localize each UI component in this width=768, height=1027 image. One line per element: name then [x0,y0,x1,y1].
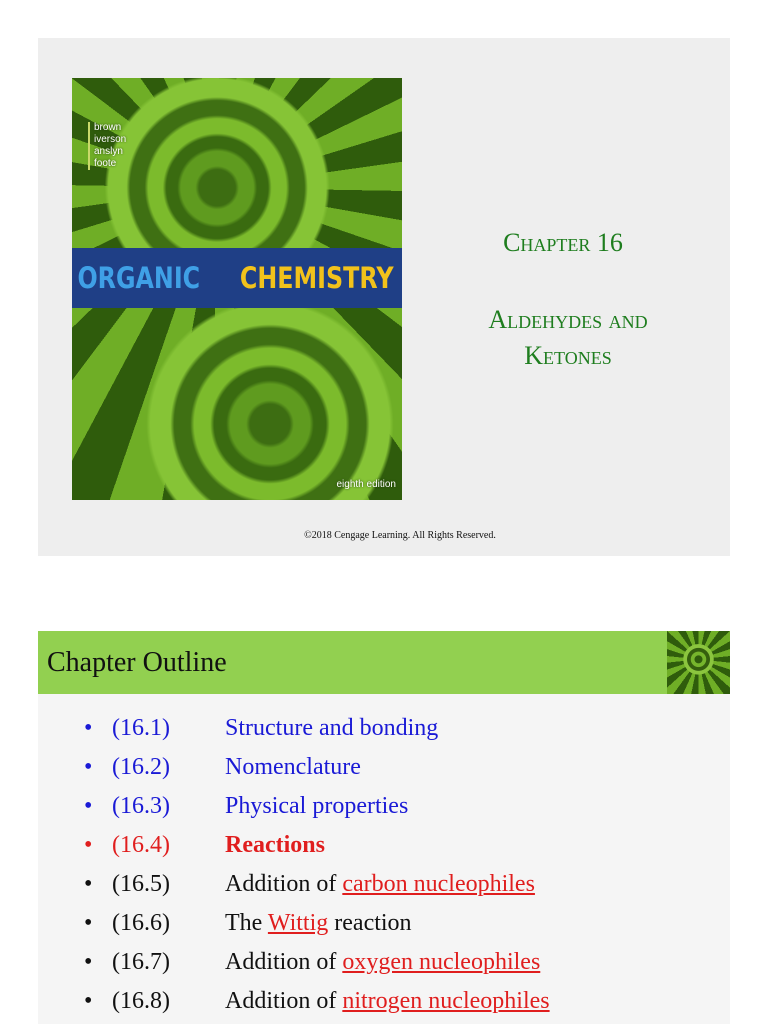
section-title-link[interactable]: Physical properties [225,793,409,819]
cover-edition: eighth edition [336,479,396,490]
section-keyword-link[interactable]: carbon nucleophiles [342,871,535,897]
chapter-number: Chapter 16 [503,228,623,257]
section-title-prefix: Addition of [225,949,343,975]
section-title-prefix: Addition of [225,871,343,897]
bullet: • [84,793,93,819]
cover-author: brown [94,122,122,133]
outline-header [38,631,730,694]
outline-item-16-7 [84,949,550,988]
cover-author: iverson [94,134,127,145]
bullet: • [84,715,93,741]
bullet: • [84,988,93,1014]
chapter-subtitle-line-1: Aldehydes and [488,305,648,334]
section-number: (16.6) [112,910,170,936]
copyright-notice: ©2018 Cengage Learning. All Rights Reserved. [304,530,496,541]
cover-title-word-1: ORGANIC [76,261,200,295]
section-title-suffix: reaction [328,910,412,936]
outline-title: Chapter Outline [47,647,227,678]
cover-title-word-2: CHEMISTRY [239,261,394,295]
outline-item-16-2 [84,754,550,793]
section-title [225,949,540,976]
outline-item-16-5 [84,871,550,910]
outline-slide [38,631,730,1024]
section-title-prefix: Addition of [225,988,343,1014]
section-title [225,871,535,898]
outline-item-16-4 [84,832,550,871]
bullet: • [84,832,93,858]
section-title-prefix: The [225,910,268,936]
section-title [225,910,412,937]
section-number: (16.5) [112,871,170,897]
cover-authors [88,122,126,170]
header-plant-image [667,631,730,694]
section-title-link[interactable]: Nomenclature [225,754,361,780]
outline-item-16-6 [84,910,550,949]
cover-title-band [72,248,402,308]
cover-author: anslyn [94,146,123,157]
bullet: • [84,910,93,936]
outline-item-16-1 [84,715,550,754]
section-number: (16.4) [112,832,170,858]
section-number: (16.8) [112,988,170,1014]
chapter-subtitle [438,302,698,374]
outline-list [84,715,550,1027]
section-keyword-link[interactable]: nitrogen nucleophiles [342,988,550,1014]
outline-item-16-8 [84,988,550,1027]
bullet: • [84,949,93,975]
section-number: (16.1) [112,715,170,741]
section-number: (16.3) [112,793,170,819]
outline-item-16-3 [84,793,550,832]
section-title [225,988,550,1015]
section-title-current: Reactions [225,832,325,858]
book-cover-image [72,78,402,500]
chapter-subtitle-line-2: Ketones [524,341,612,370]
cover-author: foote [94,158,117,169]
section-keyword-link[interactable]: oxygen nucleophiles [342,949,541,975]
bullet: • [84,754,93,780]
section-keyword-link[interactable]: Wittig [267,910,329,936]
section-title-link[interactable]: Structure and bonding [225,715,439,741]
title-slide [38,38,730,556]
bullet: • [84,871,93,897]
section-number: (16.2) [112,754,170,780]
section-number: (16.7) [112,949,170,975]
